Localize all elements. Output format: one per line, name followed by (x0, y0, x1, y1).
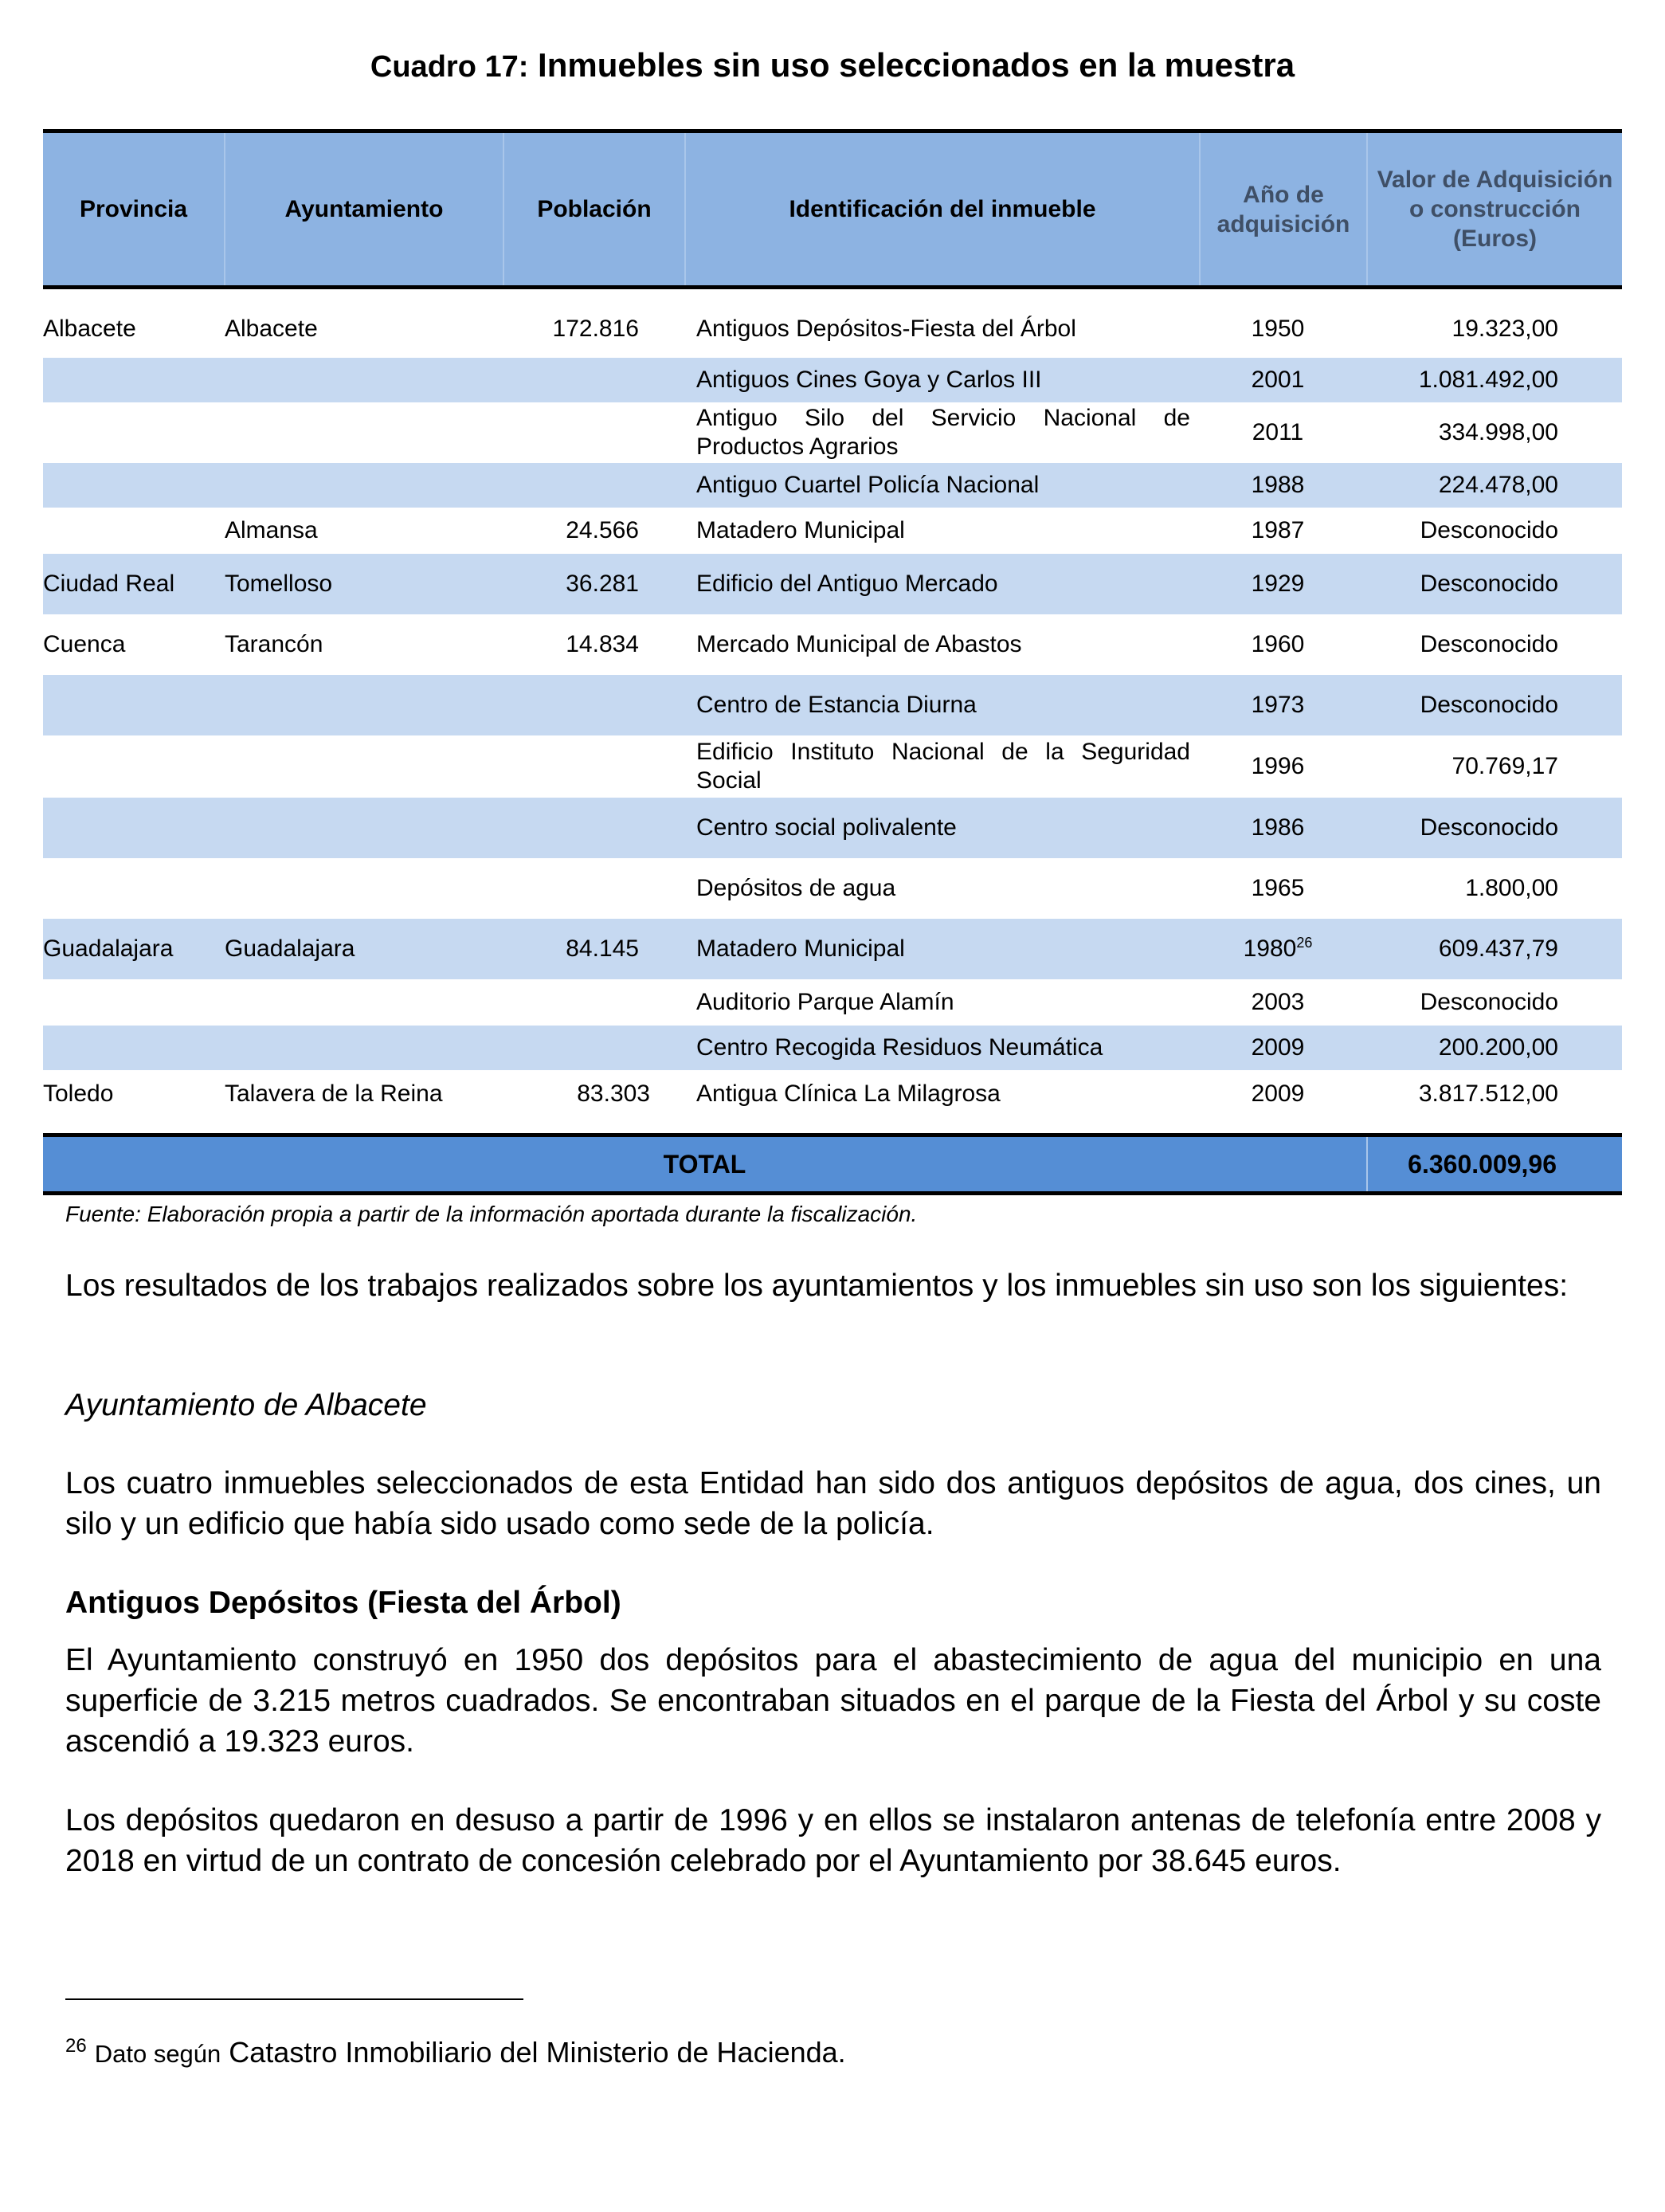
cell-anio: 2001 (1200, 358, 1367, 402)
cell-poblacion (503, 358, 685, 402)
header-poblacion: Población (503, 131, 685, 288)
cell-identificacion: Centro de Estancia Diurna (685, 675, 1200, 735)
cell-anio: 1973 (1200, 675, 1367, 735)
cell-valor: 1.800,00 (1465, 874, 1558, 901)
cell-provincia: Albacete (43, 315, 136, 342)
cell-identificacion: Edificio del Antiguo Mercado (685, 554, 1200, 614)
cell-poblacion: 172.816 (552, 315, 639, 342)
cell-ayuntamiento (225, 858, 503, 919)
cell-valor: 19.323,00 (1451, 315, 1558, 342)
table-row (43, 1070, 1622, 1118)
properties-table (43, 129, 1622, 1195)
cell-provincia (43, 798, 225, 858)
table-row (43, 358, 1622, 402)
cell-provincia (43, 358, 225, 402)
cell-identificacion: Antigua Clínica La Milagrosa (696, 1080, 1001, 1107)
cell-poblacion (503, 1026, 685, 1070)
cell-anio: 1965 (1251, 874, 1305, 901)
cell-anio: 1960 (1251, 630, 1305, 657)
cell-anio: 2009 (1251, 1080, 1305, 1107)
cell-anio: 2009 (1200, 1026, 1367, 1070)
table-header-row (43, 131, 1622, 288)
cell-poblacion (503, 463, 685, 508)
total-row (43, 1135, 1622, 1194)
cell-anio: 1996 (1251, 752, 1305, 779)
cell-valor: Desconocido (1367, 798, 1622, 858)
cell-provincia (43, 675, 225, 735)
cell-valor: Desconocido (1420, 516, 1558, 543)
cell-identificacion: Antiguo Cuartel Policía Nacional (685, 463, 1200, 508)
cell-provincia (43, 463, 225, 508)
table-row (43, 402, 1622, 463)
cell-anio-value: 1980 (1243, 935, 1297, 962)
cell-ayuntamiento (225, 463, 503, 508)
paragraph-intro: Los resultados de los trabajos realizados sobre los ayuntamientos y los inmuebles sin uso son los siguientes: (65, 1269, 1569, 1303)
cell-anio: 1986 (1200, 798, 1367, 858)
header-identificacion: Identificación del inmueble (685, 131, 1200, 288)
cell-anio: 2011 (1252, 418, 1304, 445)
cell-anio: 1950 (1251, 315, 1305, 342)
table-source-note: Fuente: Elaboración propia a partir de la información aportada durante la fiscalización. (65, 1202, 918, 1226)
table-title-number: Cuadro 17: (370, 50, 529, 84)
cell-ayuntamiento: Tomelloso (225, 554, 503, 614)
paragraph-albacete: Los cuatro inmuebles seleccionados de esta Entidad han sido dos antiguos depósitos de agua, dos cines, un silo y un edificio que había sido usado como sede de la policía. (65, 1466, 1601, 1541)
table-row (43, 614, 1622, 675)
cell-valor: 609.437,79 (1367, 919, 1622, 979)
cell-provincia (43, 735, 225, 798)
cell-provincia (43, 1026, 225, 1070)
cell-anio: 1987 (1251, 516, 1305, 543)
cell-valor: 334.998,00 (1438, 418, 1558, 445)
table-row (43, 554, 1622, 614)
cell-identificacion: Antiguos Depósitos-Fiesta del Árbol (696, 315, 1076, 342)
cell-ayuntamiento (225, 675, 503, 735)
cell-valor: Desconocido (1367, 554, 1622, 614)
cell-ayuntamiento (225, 979, 503, 1026)
table-row (43, 508, 1622, 554)
cell-identificacion: Mercado Municipal de Abastos (696, 630, 1022, 657)
section-heading-albacete: Ayuntamiento de Albacete (65, 1388, 427, 1422)
cell-ayuntamiento: Talavera de la Reina (225, 1080, 443, 1107)
cell-identificacion: Centro social polivalente (685, 798, 1200, 858)
table-row (43, 798, 1622, 858)
cell-provincia (43, 979, 225, 1026)
cell-ayuntamiento: Albacete (225, 315, 318, 342)
table-title (0, 46, 1665, 84)
cell-provincia: Ciudad Real (43, 554, 225, 614)
cell-poblacion: 14.834 (566, 630, 639, 657)
cell-valor: Desconocido (1420, 630, 1558, 657)
cell-identificacion: Depósitos de agua (696, 874, 896, 901)
cell-valor: 3.817.512,00 (1418, 1080, 1558, 1107)
cell-valor: 70.769,17 (1451, 752, 1558, 779)
table-row (43, 919, 1622, 979)
cell-poblacion (503, 858, 685, 919)
cell-anio: 2003 (1251, 988, 1305, 1015)
cell-identificacion: Antiguos Cines Goya y Carlos III (685, 358, 1200, 402)
cell-provincia: Toledo (43, 1080, 114, 1107)
cell-identificacion: Centro Recogida Residuos Neumática (685, 1026, 1200, 1070)
cell-valor: 1.081.492,00 (1367, 358, 1622, 402)
cell-valor: 200.200,00 (1367, 1026, 1622, 1070)
table-row (43, 735, 1622, 798)
cell-provincia (43, 508, 225, 554)
header-anio: Año de adquisición (1200, 131, 1367, 288)
cell-ayuntamiento (225, 798, 503, 858)
cell-poblacion: 84.145 (503, 919, 685, 979)
cell-poblacion (503, 402, 685, 463)
cell-ayuntamiento: Tarancón (225, 630, 323, 657)
cell-poblacion (503, 735, 685, 798)
section-heading-depositos: Antiguos Depósitos (Fiesta del Árbol) (65, 1586, 621, 1620)
cell-ayuntamiento (225, 1026, 503, 1070)
cell-poblacion (503, 798, 685, 858)
header-ayuntamiento: Ayuntamiento (225, 131, 503, 288)
cell-valor: Desconocido (1367, 675, 1622, 735)
cell-anio: 1988 (1200, 463, 1367, 508)
footnote-text: Catastro Inmobiliario del Ministerio de Hacienda. (221, 2036, 846, 2069)
cell-provincia (43, 858, 225, 919)
cell-identificacion: Matadero Municipal (685, 919, 1200, 979)
footnote-reference: 26 (1296, 934, 1313, 951)
cell-ayuntamiento (225, 358, 503, 402)
footnote (65, 2036, 846, 2069)
footnote-lead: Dato según (94, 2040, 221, 2068)
footnote-mark: 26 (65, 2035, 87, 2057)
cell-poblacion (503, 979, 685, 1026)
header-provincia: Provincia (43, 131, 225, 288)
cell-ayuntamiento: Almansa (225, 516, 318, 543)
table-row (43, 1026, 1622, 1070)
cell-identificacion: Edificio Instituto Nacional de la Seguridad Social (696, 738, 1190, 794)
paragraph-depositos-1: El Ayuntamiento construyó en 1950 dos depósitos para el abastecimiento de agua del municipio en una superficie de 3.215 metros cuadrados. Se encontraban situados en el parque de la Fiesta del Árbol y su coste ascendió a 19.323 euros. (65, 1643, 1601, 1759)
cell-identificacion: Antiguo Silo del Servicio Nacional de Productos Agrarios (696, 404, 1190, 460)
cell-poblacion: 36.281 (503, 554, 685, 614)
cell-provincia: Cuenca (43, 630, 126, 657)
table-spacer (43, 1118, 1622, 1135)
table-row (43, 463, 1622, 508)
table-row (43, 288, 1622, 358)
cell-poblacion (503, 675, 685, 735)
cell-valor: Desconocido (1420, 988, 1558, 1015)
total-label: TOTAL (43, 1135, 1367, 1194)
cell-anio: 1929 (1200, 554, 1367, 614)
table-title-text: Inmuebles sin uso seleccionados en la muestra (528, 46, 1295, 84)
cell-ayuntamiento (225, 735, 503, 798)
cell-poblacion: 83.303 (577, 1080, 650, 1107)
cell-poblacion: 24.566 (566, 516, 639, 543)
header-valor: Valor de Adquisición o construcción (Euros) (1367, 131, 1622, 288)
cell-provincia: Guadalajara (43, 919, 225, 979)
paragraph-depositos-2: Los depósitos quedaron en desuso a partir de 1996 y en ellos se instalaron antenas de telefonía entre 2008 y 2018 en virtud de un contrato de concesión celebrado por el Ayuntamiento por 38.645 euros. (65, 1803, 1601, 1878)
total-value: 6.360.009,96 (1367, 1135, 1622, 1194)
table-row (43, 675, 1622, 735)
table-row (43, 979, 1622, 1026)
cell-identificacion: Auditorio Parque Alamín (696, 988, 954, 1015)
table-row (43, 858, 1622, 919)
cell-identificacion: Matadero Municipal (696, 516, 905, 543)
cell-valor: 224.478,00 (1367, 463, 1622, 508)
cell-ayuntamiento: Guadalajara (225, 919, 503, 979)
cell-ayuntamiento (225, 402, 503, 463)
cell-anio (1200, 919, 1367, 979)
footnote-separator (65, 1998, 523, 2000)
cell-provincia (43, 402, 225, 463)
